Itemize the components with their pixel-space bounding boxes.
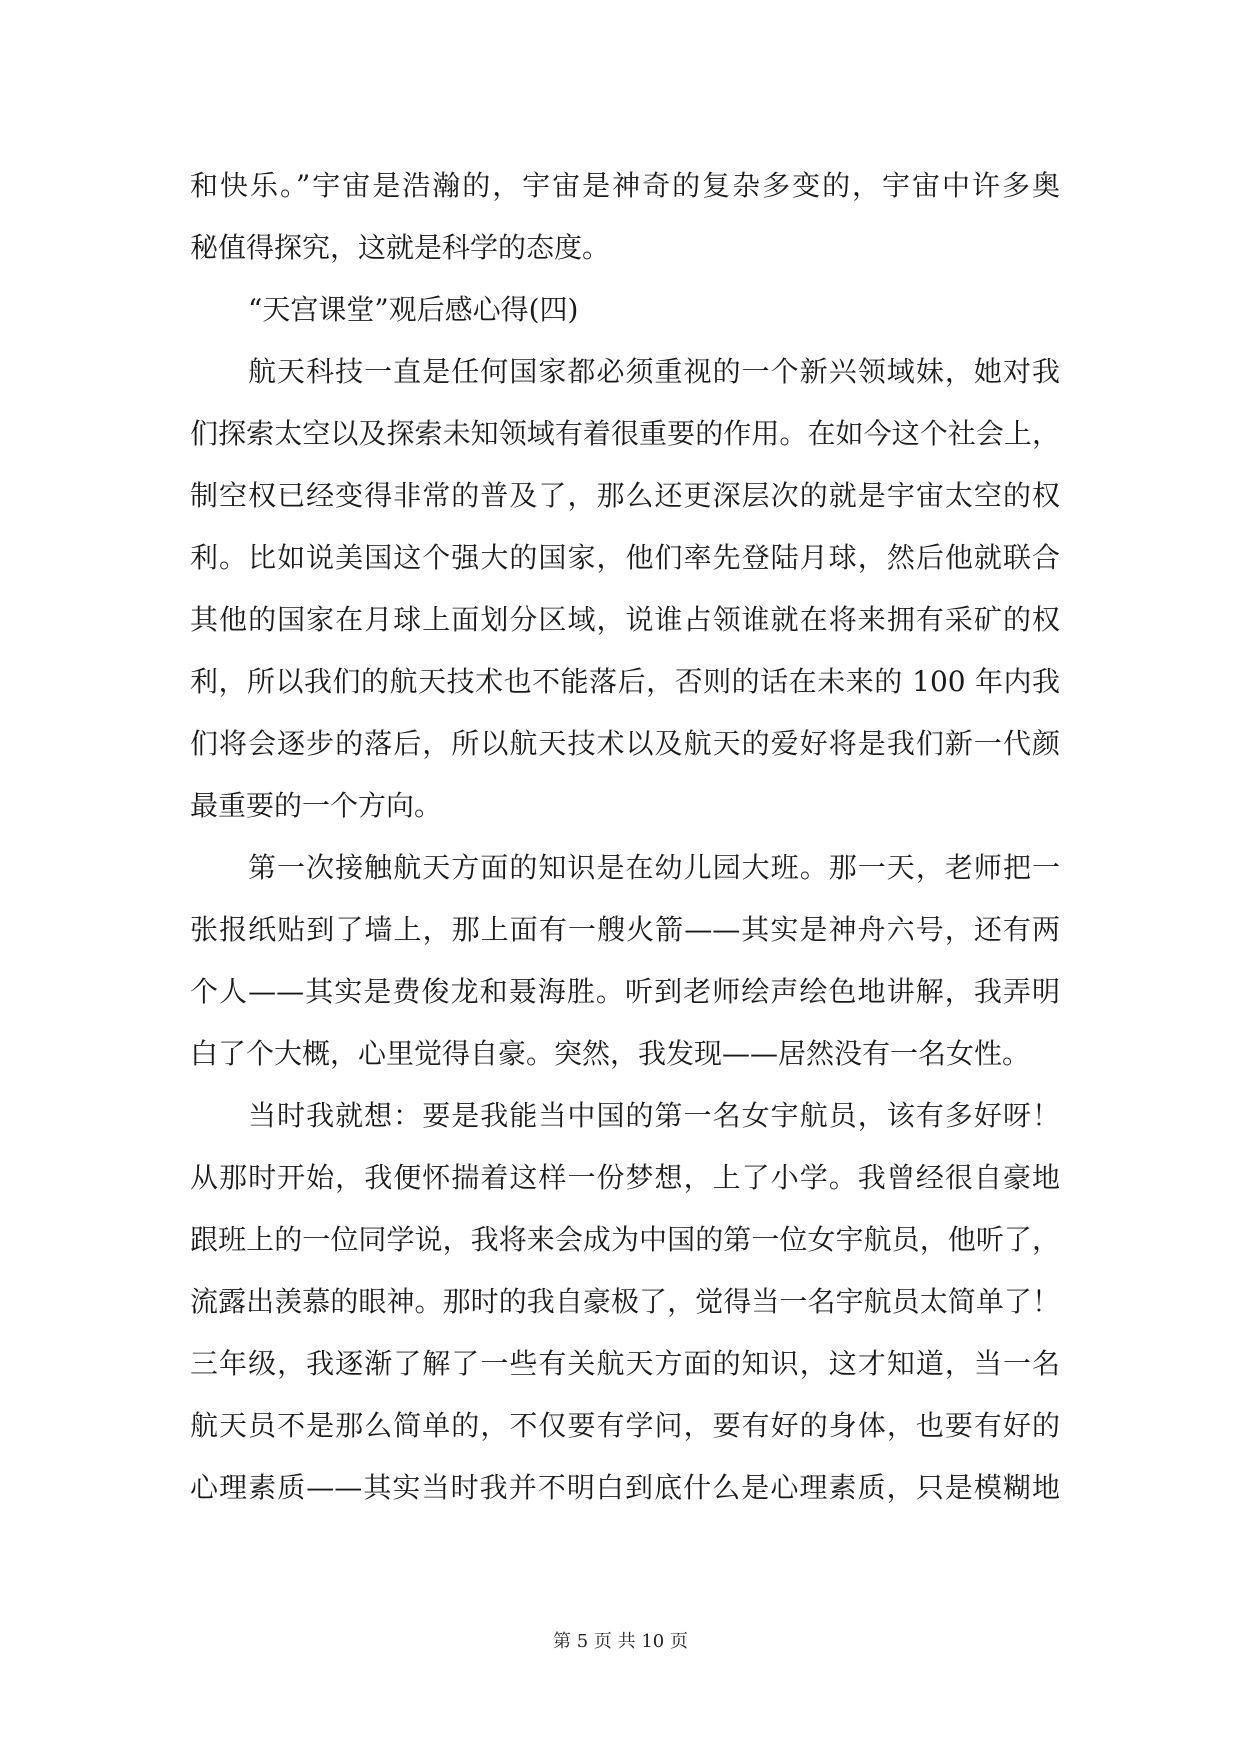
- body-text: [190, 155, 1060, 1519]
- text-line: 从那时开始，我便怀揣着这样一份梦想，上了小学。我曾经很自豪地: [190, 1161, 1060, 1194]
- text-line: 流露出羡慕的眼神。那时的我自豪极了，觉得当一名宇航员太简单了！: [190, 1285, 1060, 1318]
- text-line: 第一次接触航天方面的知识是在幼儿园大班。那一天，老师把一: [248, 851, 1060, 884]
- text-line: 个人——其实是费俊龙和聂海胜。听到老师绘声绘色地讲解，我弄明: [190, 975, 1060, 1008]
- text-line: 航天科技一直是任何国家都必须重视的一个新兴领域妹，她对我: [248, 355, 1060, 388]
- text-line: 三年级，我逐渐了解了一些有关航天方面的知识，这才知道，当一名: [190, 1347, 1060, 1380]
- text-line: 们将会逐步的落后，所以航天技术以及航天的爱好将是我们新一代颜: [190, 727, 1060, 760]
- text-line: 航天员不是那么简单的，不仅要有学问，要有好的身体，也要有好的: [190, 1409, 1060, 1442]
- page-number-footer: 第 5 页 共 10 页: [553, 1631, 688, 1652]
- text-line: 心理素质——其实当时我并不明白到底什么是心理素质，只是模糊地: [190, 1471, 1060, 1504]
- text-line: 白了个大概，心里觉得自豪。突然，我发现——居然没有一名女性。: [190, 1037, 1031, 1070]
- text-line: 张报纸贴到了墙上，那上面有一艘火箭——其实是神舟六号，还有两: [190, 913, 1060, 946]
- text-line: 制空权已经变得非常的普及了，那么还更深层次的就是宇宙太空的权: [190, 479, 1060, 512]
- text-line: 跟班上的一位同学说，我将来会成为中国的第一位女宇航员，他听了，: [190, 1223, 1060, 1256]
- text-line: 利，所以我们的航天技术也不能落后，否则的话在未来的 100 年内我: [190, 665, 1060, 698]
- text-line: 当时我就想：要是我能当中国的第一名女宇航员，该有多好呀！: [248, 1099, 1060, 1132]
- text-line: 和快乐。”宇宙是浩瀚的，宇宙是神奇的复杂多变的，宇宙中许多奥: [190, 169, 1060, 202]
- text-line: 其他的国家在月球上面划分区域，说谁占领谁就在将来拥有采矿的权: [190, 603, 1060, 636]
- text-line: 最重要的一个方向。: [190, 789, 443, 822]
- section-heading: “天宫课堂”观后感心得(四): [248, 293, 579, 326]
- text-line: 秘值得探究，这就是科学的态度。: [190, 231, 611, 264]
- text-line: 利。比如说美国这个强大的国家，他们率先登陆月球，然后他就联合: [190, 541, 1060, 574]
- text-line: 们探索太空以及探索未知领域有着很重要的作用。在如今这个社会上，: [190, 417, 1060, 450]
